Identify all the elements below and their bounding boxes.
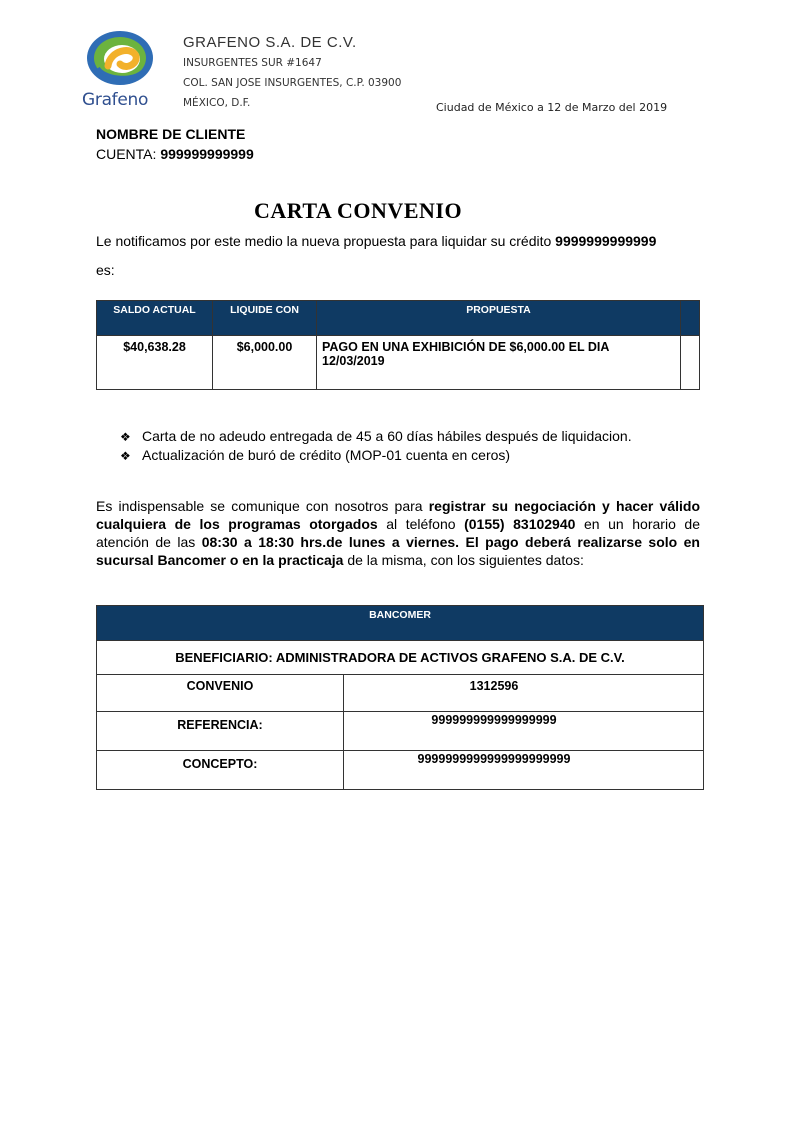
header-pay-with: LIQUIDE CON — [213, 301, 317, 336]
logo-swirl-icon — [80, 28, 164, 90]
bank-name: BANCOMER — [97, 606, 704, 641]
account-number: 999999999999 — [160, 146, 254, 162]
beneficiary-cell: BENEFICIARIO: ADMINISTRADORA DE ACTIVOS GRAFENO S.A. DE C.V. — [97, 641, 704, 675]
header-empty — [681, 301, 700, 336]
benefits-list — [120, 427, 632, 465]
list-item: ❖ Actualización de buró de crédito (MOP-01 cuenta en ceros) — [120, 447, 511, 463]
intro-continuation: es: — [96, 262, 115, 278]
list-item: ❖ Carta de no adeudo entregada de 45 a 60 días hábiles después de liquidacion. — [120, 428, 632, 444]
proposal-table — [96, 300, 700, 390]
client-name: NOMBRE DE CLIENTE — [96, 126, 246, 142]
beneficiary-row — [97, 641, 704, 675]
diamond-bullet-icon: ❖ — [120, 449, 131, 463]
date-line: Ciudad de México a 12 de Marzo del 2019 — [436, 101, 668, 114]
pay-with-cell: $6,000.00 — [213, 336, 317, 390]
table-header-row — [97, 301, 700, 336]
bank-table — [96, 605, 704, 790]
referencia-label: REFERENCIA: — [97, 712, 344, 751]
account-label: CUENTA: — [96, 146, 161, 162]
client-account — [96, 146, 254, 162]
referencia-value: 999999999999999999 — [344, 712, 704, 751]
address-line-2: COL. SAN JOSE INSURGENTES, C.P. 03900 — [183, 77, 402, 89]
letter-title: CARTA CONVENIO — [253, 198, 463, 223]
bank-header-row — [97, 606, 704, 641]
address-line-1: INSURGENTES SUR #1647 — [183, 57, 322, 69]
instructions-paragraph: Es indispensable se comunique con nosotros para registrar su negociación y hacer válido cualquiera de los programas otorgados al teléfono (0155) 83102940 en un horario de atención de las 08:30 a 18:30 hrs.de lunes a viernes. El pago deberá realizarse solo en sucursal Bancomer o en la practicaja de la misma, con los siguientes datos: — [96, 498, 700, 568]
table-row — [97, 712, 704, 751]
balance-cell: $40,638.28 — [97, 336, 213, 390]
logo-text: Grafeno — [82, 90, 149, 110]
proposal-cell: PAGO EN UNA EXHIBICIÓN DE $6,000.00 EL DIA 12/03/2019 — [317, 336, 681, 390]
table-row — [97, 336, 700, 390]
company-name: GRAFENO S.A. DE C.V. — [183, 34, 357, 51]
convenio-label: CONVENIO — [97, 675, 344, 712]
table-row — [97, 751, 704, 790]
credit-number: 9999999999999 — [555, 233, 657, 249]
concepto-value: 9999999999999999999999 — [344, 751, 704, 790]
header-balance: SALDO ACTUAL — [97, 301, 213, 336]
table-row — [97, 675, 704, 712]
concepto-label: CONCEPTO: — [97, 751, 344, 790]
intro-text — [96, 233, 706, 249]
diamond-bullet-icon: ❖ — [120, 430, 131, 444]
header-proposal: PROPUESTA — [317, 301, 681, 336]
address-line-3: MÉXICO, D.F. — [183, 97, 251, 109]
empty-cell — [681, 336, 700, 390]
convenio-value: 1312596 — [344, 675, 704, 712]
intro-sentence: Le notificamos por este medio la nueva propuesta para liquidar su crédito — [96, 233, 556, 249]
